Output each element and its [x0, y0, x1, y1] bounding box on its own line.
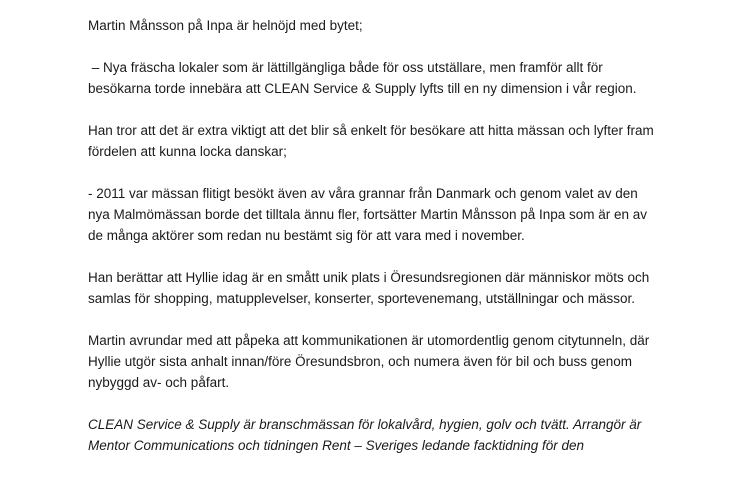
paragraph: - 2011 var mässan flitigt besökt även av våra grannar från Danmark och genom valet av den nya Malmömässan borde det tilltala ännu fler, fortsätter Martin Månsson på Inpa som är en av de många aktörer som redan nu bestämt sig för att vara med i november. [88, 186, 651, 243]
paragraph-italic-footer: CLEAN Service & Supply är branschmässan för lokalvård, hygien, golv och tvätt. Arrangör är Mentor Communications och tidningen Rent – Sveriges ledande facktidning för den [88, 417, 646, 453]
document-body-text [88, 15, 662, 477]
paragraph: Han tror att det är extra viktigt att det blir så enkelt för besökare att hitta mässan och lyfter fram fördelen att kunna locka danskar; [88, 123, 658, 159]
paragraph: Han berättar att Hyllie idag är en smått unik plats i Öresundsregionen där människor möts och samlas för shopping, matupplevelser, konserter, sportevenemang, utställningar och mässor. [88, 270, 654, 306]
paragraph: Martin Månsson på Inpa är helnöjd med bytet; [88, 18, 363, 33]
paragraph: – Nya fräscha lokaler som är lättillgängliga både för oss utställare, men framför allt för besökarna torde innebära att CLEAN Service & Supply lyfts till en ny dimension i vår region. [88, 60, 637, 96]
paragraph: Martin avrundar med att påpeka att kommunikationen är utomordentlig genom citytunneln, där Hyllie utgör sista anhalt innan/före Öresundsbron, och numera även för bil och buss genom nybyggd av- och påfart. [88, 333, 654, 390]
